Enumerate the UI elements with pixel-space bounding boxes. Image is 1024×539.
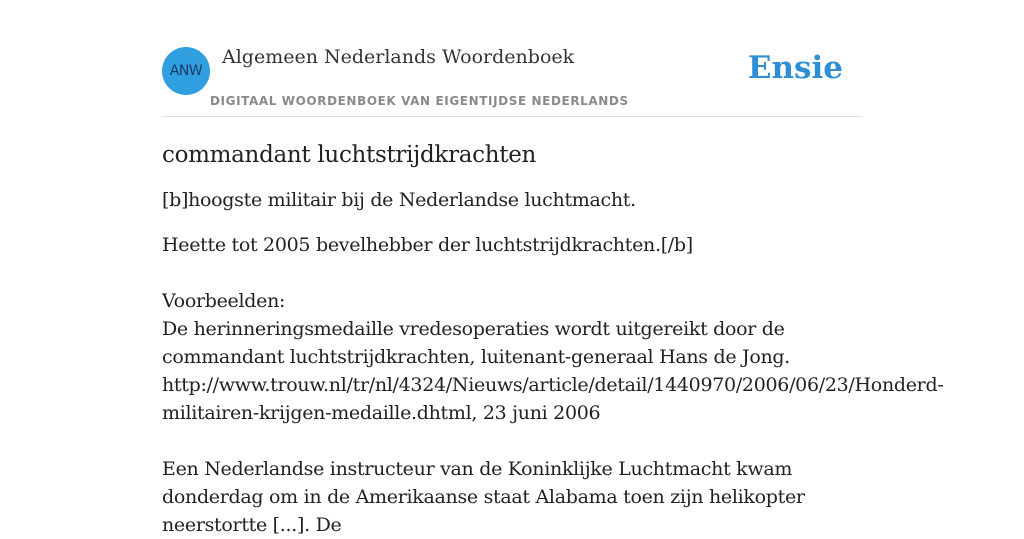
ensie-brand-logo[interactable]: Ensie bbox=[747, 50, 843, 86]
site-subtitle: DIGITAAL WOORDENBOEK VAN EIGENTIJDSE NEDERLANDS bbox=[210, 94, 629, 108]
site-title[interactable]: Algemeen Nederlands Woordenboek bbox=[222, 46, 575, 68]
entry-definition: [b]hoogste militair bij de Nederlandse luchtmacht. bbox=[162, 189, 636, 211]
site-header bbox=[162, 40, 862, 117]
entry-content bbox=[162, 138, 944, 539]
entry-body: Heette tot 2005 bevelhebber der luchtstrijdkrachten.[/b] Voorbeelden: De herinneringsmedaille vredesoperaties wordt uitgereikt door de commandant luchtstrijdkrachten, luitenant-generaal Hans de Jong. http://www.trouw.nl/tr/nl/4324/Nieuws/article/detail/1440970/2006/06/23/Honderd-militairen-krijgen-medaille.dhtml, 23 juni 2006 Een Nederlandse instructeur van de Koninklijke Luchtmacht kwam donderdag om in de Amerikaanse staat Alabama toen zijn helikopter neerstortte [...]. De bbox=[162, 234, 944, 536]
entry-title: commandant luchtstrijdkrachten bbox=[162, 142, 537, 168]
anw-logo[interactable]: ANW bbox=[162, 47, 210, 95]
